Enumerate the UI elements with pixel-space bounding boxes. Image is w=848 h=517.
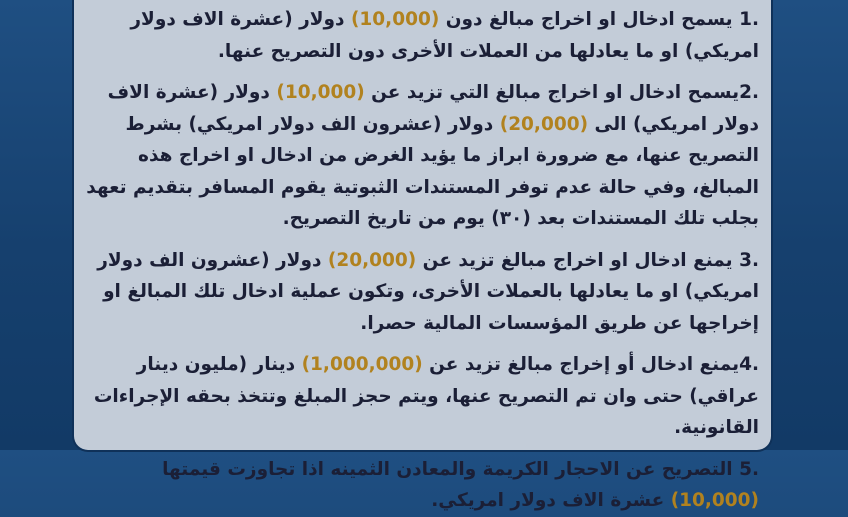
rule-3-amount: (20,000) (327, 249, 417, 271)
rule-2-amount-1: (10,000) (276, 82, 365, 103)
rule-5-text (86, 454, 759, 517)
rule-2-text-b: دولار (عشرة الاف دولار امريكي) الى (107, 82, 759, 135)
rule-1-text-b: دولار (عشرة الاف دولار امريكي) (130, 9, 759, 62)
rule-3-text-a: يمنع ادخال او اخراج مبالغ تزيد عن (422, 249, 733, 271)
rule-2-text-c: دولار (عشرون الف دولار امريكي) بشرط التصريح عنها، مع ضرورة ابراز ما يؤيد الغرض من ادخال او اخراج هذه المبالغ، وفي حالة عدم توفر المستندات الثبوتية يقوم المسافر بتقديم تعهد بجلب تلك المستندات بعد (٣٠) يوم من تاريخ التصريح. (86, 113, 759, 229)
rule-3-text-b: دولار (عشرون الف دولار امريكي) او ما يعادلها بالعملات الأخرى، وتكون عملية ادخال تلك المبالغ او إخراجها عن طريق المؤسسات المالية حصرا. (97, 249, 759, 334)
rule-item-1 (86, 4, 759, 67)
rule-1-text (86, 4, 759, 67)
rule-4-text-b: دينار (مليون دينار عراقي) حتى وان تم التصريح عنها، ويتم حجز المبلغ وتتخذ بحقه الإجراءات القانونية. (93, 354, 759, 438)
rule-2-text-a: يسمح ادخال او اخراج مبالغ التي تزيد عن (371, 82, 740, 103)
rule-4-text-a: يمنع ادخال أو إخراج مبالغ تزيد عن (429, 354, 740, 375)
rule-4-number: 4. (739, 354, 759, 375)
rule-1-text-a: يسمح ادخال او اخراج مبالغ دون (445, 9, 733, 30)
rule-item-4 (86, 349, 759, 444)
rule-5-number: 5. (739, 458, 759, 480)
rule-3-text (86, 245, 759, 340)
rule-5-text-b: عشرة الاف دولار امريكي. (431, 490, 665, 511)
rule-item-5 (86, 454, 759, 517)
rule-3-number: 3. (739, 249, 759, 271)
rule-5-text-a: التصريح عن الاحجار الكريمة والمعادن الثمينه اذا تجاوزت قيمتها (162, 458, 733, 480)
rule-1-amount: (10,000) (350, 9, 440, 30)
rule-5-amount: (10,000) (670, 490, 759, 511)
rule-2-text (86, 77, 759, 235)
rules-panel (74, 0, 771, 511)
rule-2-number: 2. (739, 82, 759, 103)
rule-1-text-c: او ما يعادلها من العملات الأخرى دون التصريح عنها. (217, 40, 679, 62)
rule-4-amount: (1,000,000) (301, 354, 423, 375)
rule-item-3 (86, 245, 759, 340)
rule-4-text (86, 349, 759, 444)
rule-2-amount-2: (20,000) (499, 113, 589, 135)
rules-content (74, 0, 771, 517)
rule-1-number: 1. (739, 9, 759, 30)
rule-item-2 (86, 77, 759, 235)
